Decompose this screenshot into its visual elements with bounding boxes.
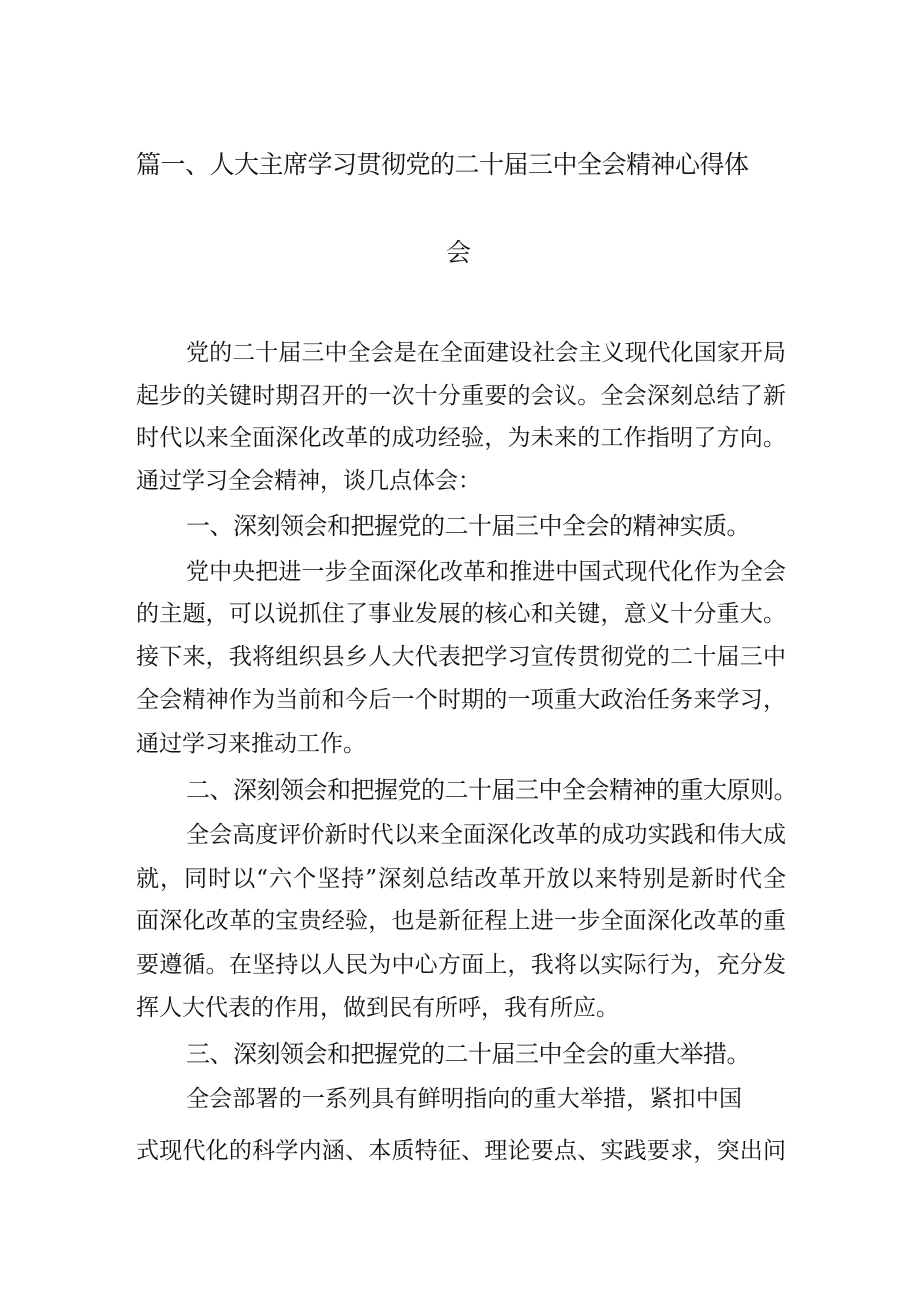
section-1-line-4: 全会精神作为当前和今后一个时期的一项重大政治任务来学习， — [136, 687, 786, 713]
section-2-line-5: 挥人大代表的作用，做到民有所呼，我有所应。 — [136, 995, 619, 1021]
section-1-line-3: 接下来，我将组织县乡人大代表把学习宣传贯彻党的二十届三中 — [136, 644, 786, 670]
intro-line-2: 起步的关键时期召开的一次十分重要的会议。全会深刻总结了新 — [136, 383, 786, 409]
intro-line-3: 时代以来全面深化改革的成功经验，为未来的工作指明了方向。 — [136, 425, 786, 451]
section-1-heading: 一、深刻领会和把握党的二十届三中全会的精神实质。 — [186, 512, 750, 540]
section-1-line-2: 的主题，可以说抓住了事业发展的核心和关键，意义十分重大。 — [136, 601, 786, 627]
intro-line-4: 通过学习全会精神，谈几点体会： — [136, 468, 481, 494]
section-3-heading: 三、深刻领会和把握党的二十届三中全会的重大举措。 — [186, 1040, 750, 1068]
section-3-line-1: 全会部署的一系列具有鲜明指向的重大举措，紧扣中国 — [186, 1086, 742, 1112]
section-1-line-1: 党中央把进一步全面深化改革和推进中国式现代化作为全会 — [186, 559, 786, 585]
section-2-line-3: 面深化改革的宝贵经验，也是新征程上进一步全面深化改革的重 — [136, 908, 786, 934]
section-2-heading: 二、深刻领会和把握党的二十届三中全会精神的重大原则。 — [186, 776, 797, 804]
section-2-line-4: 要遵循。在坚持以人民为中心方面上，我将以实际行为，充分发 — [136, 952, 786, 978]
section-3-line-2: 式现代化的科学内涵、本质特征、理论要点、实践要求，突出问 — [136, 1138, 786, 1164]
intro-line-1: 党的二十届三中全会是在全面建设社会主义现代化国家开局 — [186, 340, 786, 366]
section-1-line-5: 通过学习来推动工作。 — [136, 731, 366, 757]
section-2-line-1: 全会高度评价新时代以来全面深化改革的成功实践和伟大成 — [186, 822, 786, 848]
section-2-line-2: 就，同时以“六个坚持”深刻总结改革开放以来特别是新时代全 — [136, 866, 786, 892]
document-title-line-2: 会 — [446, 238, 471, 267]
document-title-line-1: 篇一、人大主席学习贯彻党的二十届三中全会精神心得体 — [136, 150, 749, 179]
